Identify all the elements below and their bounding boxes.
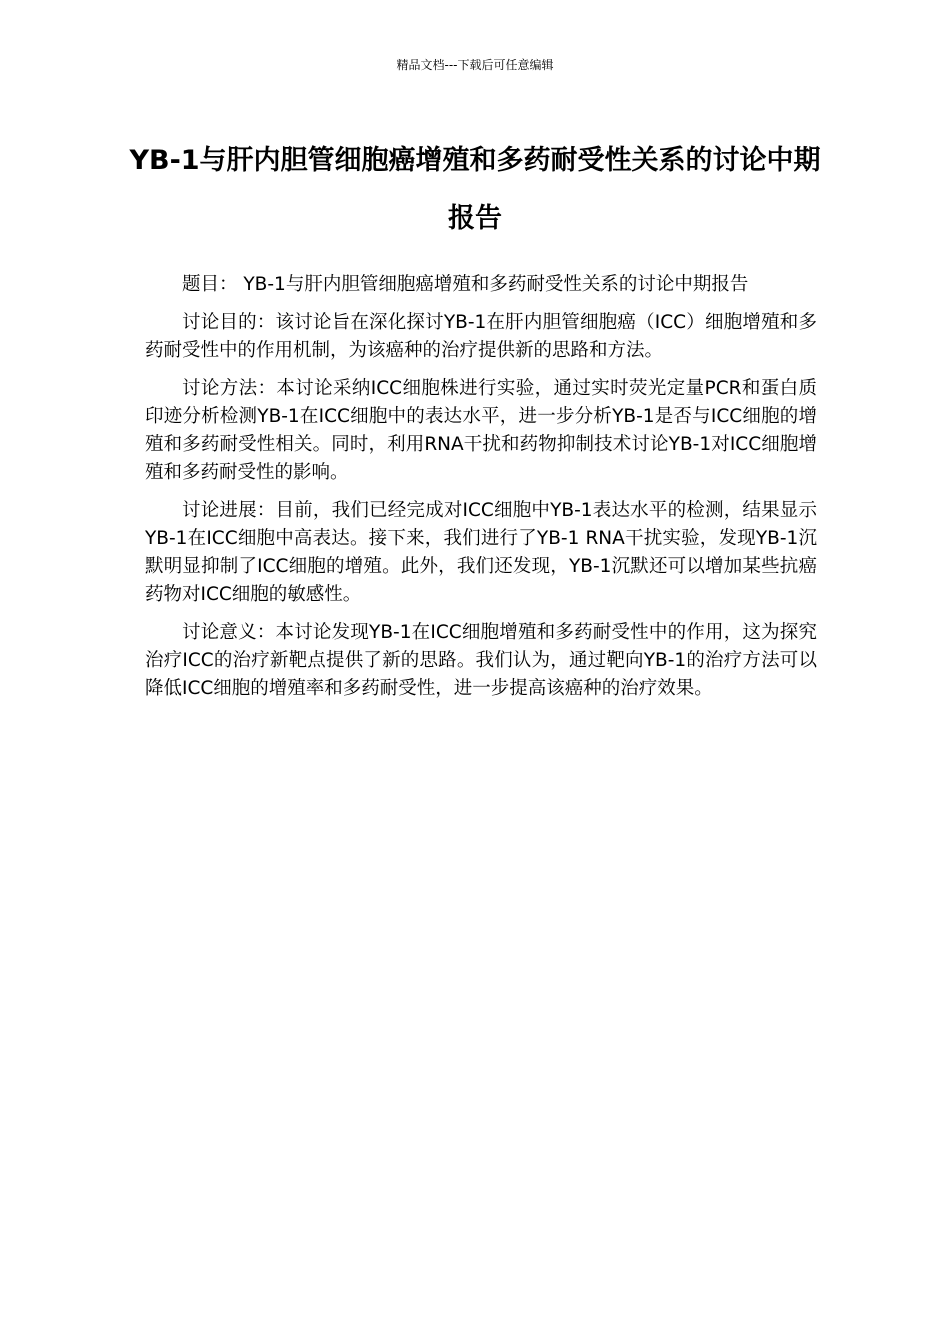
document-body xyxy=(145,271,817,713)
header-note: 精品文档---下载后可任意编辑 xyxy=(396,58,554,72)
paragraph-significance: 讨论意义：本讨论发现YB-1在ICC细胞增殖和多药耐受性中的作用，这为探究治疗ICC的治疗新靶点提供了新的思路。我们认为，通过靶向YB-1的治疗方法可以降低ICC细胞的增殖率和多药耐受性，进一步提高该癌种的治疗效果。 xyxy=(145,622,817,699)
paragraph-progress: 讨论进展：目前，我们已经完成对ICC细胞中YB-1表达水平的检测，结果显示YB-1在ICC细胞中高表达。接下来，我们进行了YB-1 RNA干扰实验，发现YB-1沉默明显抑制了ICC细胞的增殖。此外，我们还发现，YB-1沉默还可以增加某些抗癌药物对ICC细胞的敏感性。 xyxy=(145,500,817,605)
paragraph-purpose: 讨论目的：该讨论旨在深化探讨YB-1在肝内胆管细胞癌（ICC）细胞增殖和多药耐受性中的作用机制，为该癌种的治疗提供新的思路和方法。 xyxy=(145,312,817,361)
paragraph-method: 讨论方法：本讨论采纳ICC细胞株进行实验，通过实时荧光定量PCR和蛋白质印迹分析检测YB-1在ICC细胞中的表达水平，进一步分析YB-1是否与ICC细胞的增殖和多药耐受性相关。同时，利用RNA干扰和药物抑制技术讨论YB-1对ICC细胞增殖和多药耐受性的影响。 xyxy=(145,378,817,483)
paragraph-topic: 题目： YB-1与肝内胆管细胞癌增殖和多药耐受性关系的讨论中期报告 xyxy=(182,274,749,295)
page-title: YB-1与肝内胆管细胞癌增殖和多药耐受性关系的讨论中期报告 xyxy=(129,145,821,234)
